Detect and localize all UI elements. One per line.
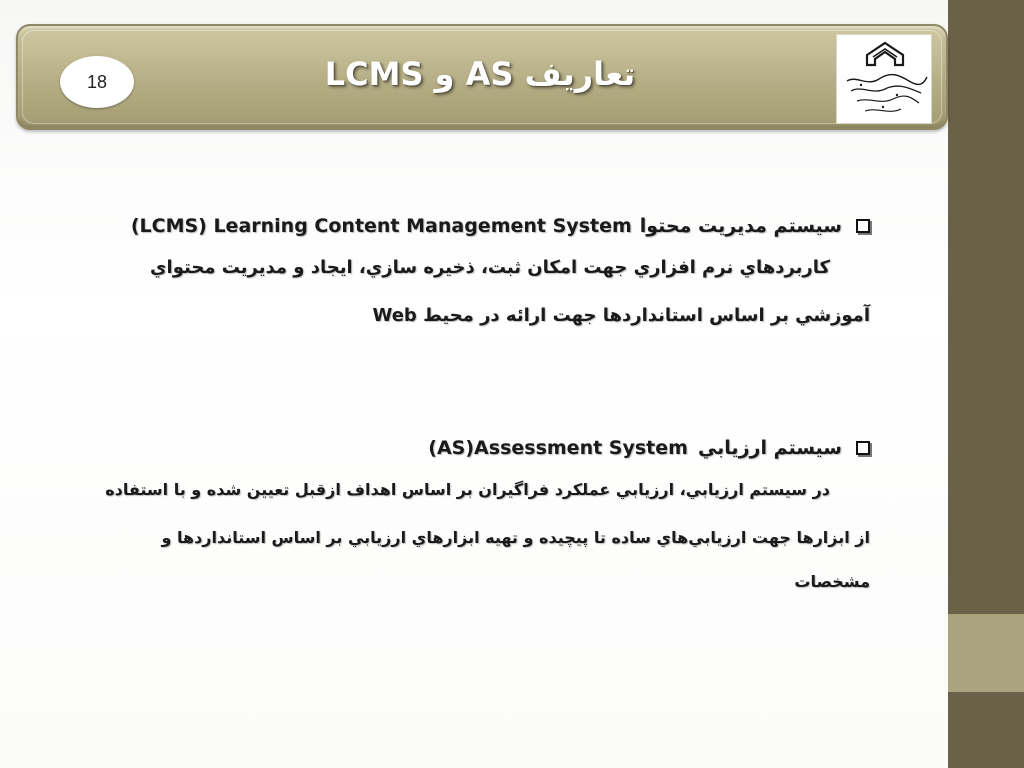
slide-content xyxy=(60,200,870,591)
as-section xyxy=(60,430,870,602)
lcms-line-2: آموزشي بر اساس استانداردها جهت ارائه در محيط Web xyxy=(372,305,870,326)
lcms-section xyxy=(60,208,870,340)
as-line-2: از ابزارها جهت ارزيابي‌هاي ساده تا پيچيده و تهيه ابزارهاي ارزيابي بر اساس استانداردها و xyxy=(161,528,870,547)
as-heading-en: (AS)Assessment System xyxy=(428,437,688,459)
page-number: 18 xyxy=(60,56,134,108)
side-strip-accent xyxy=(948,614,1024,692)
checkbox-bullet-icon xyxy=(856,441,870,455)
as-line-3: مشخصات xyxy=(794,572,870,591)
lcms-heading-en: (LCMS) Learning Content Management System xyxy=(130,215,632,237)
as-heading xyxy=(60,430,870,466)
lcms-heading xyxy=(60,208,870,244)
organization-logo-icon xyxy=(836,34,932,124)
as-heading-fa: سيستم ارزيابي xyxy=(697,437,842,459)
slide-title: تعاريف AS و LCMS xyxy=(324,55,636,93)
checkbox-bullet-icon xyxy=(856,219,870,233)
as-line-1: در سيستم ارزيابي، ارزيابي عملكرد فراگيران بر اساس اهداف ازقبل تعيين شده و با استفاده xyxy=(105,480,830,499)
lcms-heading-fa: سيستم مديريت محتوا xyxy=(639,215,842,237)
lcms-line-1: كاربردهاي نرم افزاري جهت امكان ثبت، ذخيره سازي، ايجاد و مديريت محتواي xyxy=(150,257,830,278)
